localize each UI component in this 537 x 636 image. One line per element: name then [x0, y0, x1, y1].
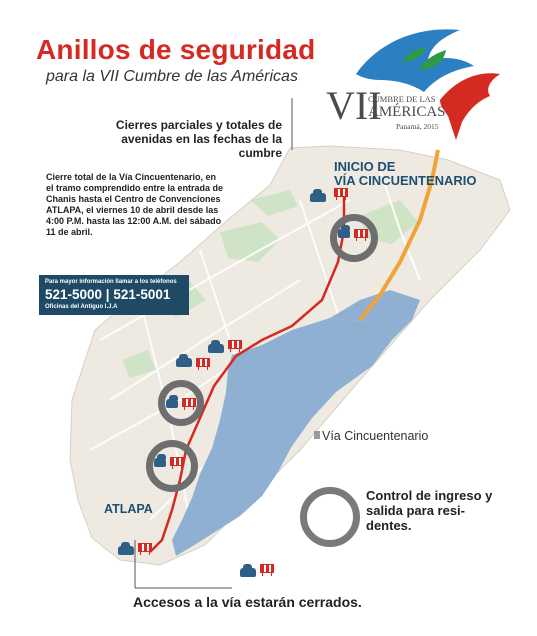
- vehicle-icon: [240, 568, 256, 577]
- route-legend-label: Vía Cincuentenario: [322, 429, 429, 443]
- barrier-icon: [334, 188, 348, 197]
- info-box: [39, 275, 189, 315]
- barrier-icon: [138, 543, 152, 552]
- checkpoint-legend-label: Control de ingreso y salida para resi- dentes.: [366, 488, 493, 533]
- route-start-label-line2: VÍA CINCUENTENARIO: [334, 173, 477, 188]
- logo-numeral: VII: [326, 83, 382, 128]
- route-start-label-line1: INICIO DE: [334, 159, 396, 174]
- closures-title: Cierres parciales y totales de avenidas en las fechas de la cumbre: [115, 118, 282, 160]
- page-title: Anillos de seguridad: [36, 34, 316, 65]
- checkpoint-ring: [158, 380, 204, 426]
- barrier-icon: [196, 358, 210, 367]
- barrier-icon: [170, 457, 184, 466]
- barrier-icon: [228, 340, 242, 349]
- atlapa-label: ATLAPA: [104, 502, 153, 516]
- barrier-icon: [260, 564, 274, 573]
- info-phones: 521-5000 | 521-5001: [45, 287, 171, 302]
- vehicle-icon: [208, 344, 224, 353]
- logo-line2: AMÉRICAS: [368, 104, 446, 120]
- info-office: Oficinas del Antiguo I.J.A: [45, 304, 118, 310]
- closure-detail: Cierre total de la Vía Cincuentenario, en el tramo comprendido entre la entrada de Chanis hasta el Centro de Convenciones ATLAPA, el viernes 10 de abril desde las 4:00 P.M. hasta las 12:00 A.M. del sábado 11 de abril.: [46, 172, 224, 237]
- vehicle-icon: [154, 458, 166, 467]
- red-bird: [440, 73, 500, 140]
- barrier-icon: [354, 229, 368, 238]
- logo-line1: CUMBRE DE LAS: [368, 94, 436, 104]
- checkpoint-ring: [330, 214, 378, 262]
- route-start-label: [334, 160, 477, 188]
- vehicle-icon: [338, 229, 350, 238]
- vehicle-icon: [118, 546, 134, 555]
- closed-access-note: Accesos a la vía estarán cerrados.: [133, 594, 362, 610]
- vehicle-icon: [166, 399, 178, 408]
- vehicle-icon: [310, 193, 326, 202]
- barrier-icon: [182, 398, 196, 407]
- info-label: Para mayor información llamar a los teléfonos: [45, 279, 177, 285]
- vehicle-icon: [176, 358, 192, 367]
- checkpoint-legend-icon: [300, 487, 360, 547]
- logo-line3: Panamá, 2015: [396, 122, 439, 131]
- route-legend-marker: [314, 431, 320, 439]
- page-subtitle: para la VII Cumbre de las Américas: [46, 68, 298, 85]
